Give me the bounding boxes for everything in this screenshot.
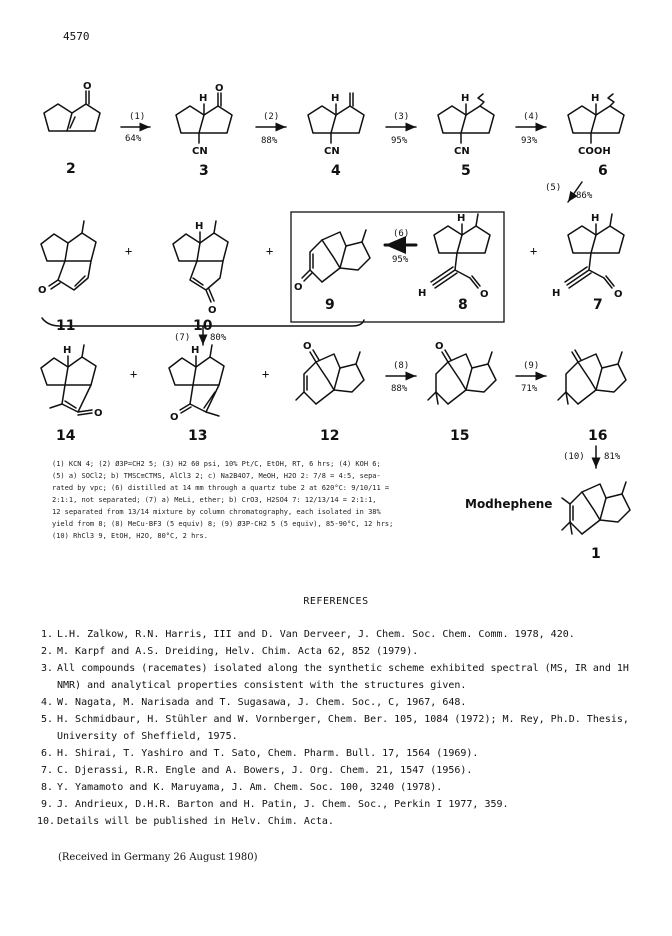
footnote-line: (1) KCN 4; (2) Ø3P=CH2 5; (3) H2 60 psi, 10% Pt/C, EtOH, RT, 6 hrs; (4) KOH 6; [52,460,381,468]
reference-item: 1. L.H. Zalkow, R.N. Harris, III and D. Van Derveer, J. Chem. Soc. Chem. Comm. 1978, 420. [40,629,575,640]
atom-o: O [435,341,444,352]
footnote-line: 12 separated from 13/14 mixture by column chromatography, each isolated in 38% [52,508,381,516]
footnote-line: (5) a) SOCl2; b) TMSC≡CTMS, AlCl3 2; c) Na2B4O7, MeOH, H2O 2: 7/8 = 4:5, sepa- [52,472,381,480]
step-10-yield: 81% [604,452,621,462]
reference-item: 8. Y. Yamamoto and K. Maruyama, J. Am. Chem. Soc. 100, 3240 (1978). [40,782,443,793]
reference-item: 3. All compounds (racemates) isolated along the synthetic scheme exhibited spectral (MS, IR and 1H NMR) and analytical properties consistent with the structures given. [40,663,629,691]
compound-15-structure [428,341,496,404]
compound-label-2: 2 [66,161,76,177]
compound-12-structure [296,341,364,404]
compound-label-1: 1 [591,546,601,562]
atom-o: O [303,341,312,352]
step-3-yield: 95% [391,136,408,146]
step-2-yield: 88% [261,136,278,146]
compound-6-structure [568,93,624,157]
atom-cooh: COOH [578,146,611,157]
step-10-label: (10) [563,452,585,462]
atom-h: H [199,93,208,104]
plus-sign: + [130,367,138,381]
atom-h: H [195,221,204,232]
step-9-label: (9) [523,361,540,371]
reference-item: 9. J. Andrieux, D.H.R. Barton and H. Patin, J. Chem. Soc., Perkin I 1977, 359. [40,799,509,810]
plus-sign: + [262,367,270,381]
step-4-yield: 93% [521,136,538,146]
compound-16-structure [558,350,626,404]
atom-h: H [457,213,466,224]
compound-label-5: 5 [461,163,471,179]
plus-sign: + [125,244,133,258]
atom-o: O [614,289,623,300]
compound-11-structure [38,221,96,296]
compound-10-structure [173,221,228,316]
footnote-line: rated by vpc; (6) distilled at 14 mm through a quartz tube 2 at 620°C: 9/10/11 = [52,484,390,492]
compound-7-structure [552,213,624,300]
compound-label-15: 15 [450,428,470,444]
atom-h: H [591,93,600,104]
reference-item: 2. M. Karpf and A.S. Dreiding, Helv. Chim. Acta 62, 852 (1979). [40,646,419,657]
reference-item: 5. H. Schmidbaur, H. Stühler and W. Vornberger, Chem. Ber. 105, 1084 (1972); M. Rey, Ph.D. Thesis, University of Sheffield, 1975. [40,714,629,742]
compound-5-structure [438,93,494,157]
footnote-line: (10) RhCl3 9, EtOH, H2O, 80°C, 2 hrs. [52,532,208,540]
atom-o: O [170,412,179,423]
footnote-line: yield from 8; (8) MeCu·BF3 (5 equiv) 8; (9) Ø3P-CH2 5 (5 equiv), 85-90°C, 12 hrs; [52,520,394,528]
atom-h: H [461,93,470,104]
compound-label-14: 14 [56,428,76,444]
step-5-yield: 86% [576,191,593,201]
step-2-label: (2) [263,112,280,122]
compound-label-6: 6 [598,163,608,179]
reference-item: 4. W. Nagata, M. Narisada and T. Sugasawa, J. Chem. Soc., C, 1967, 648. [40,697,467,708]
compound-label-16: 16 [588,428,608,444]
reaction-conditions-footnote [52,458,464,542]
reference-item: 7. C. Djerassi, R.R. Engle and A. Bowers, J. Org. Chem. 21, 1547 (1956). [40,765,473,776]
atom-o: O [94,408,103,419]
atom-h: H [63,345,72,356]
compound-label-12: 12 [320,428,340,444]
plus-sign: + [266,244,274,258]
compound-1-structure [562,482,630,534]
compound-label-4: 4 [331,163,341,179]
received-date: (Received in Germany 26 August 1980) [58,852,258,863]
reference-list [37,626,637,830]
compound-label-11: 11 [56,318,76,334]
compound-4-structure [308,93,364,157]
step-1-label: (1) [129,112,146,122]
compound-9-structure [294,230,370,293]
atom-o: O [480,289,489,300]
atom-o: O [38,285,47,296]
compound-14-structure [41,345,103,419]
step-8-label: (8) [393,361,410,371]
step-3-label: (3) [393,112,410,122]
footnote-line: 2:1:1, not separated; (7) a) MeLi, ether; b) CrO3, H2SO4 7: 12/13/14 = 2:1:1, [52,496,377,504]
reference-item: 6. H. Shirai, T. Yashiro and T. Sato, Chem. Pharm. Bull. 17, 1564 (1969). [40,748,479,759]
step-7-label: (7) [174,333,191,343]
compound-13-structure [169,345,224,423]
compound-3-structure [176,83,232,157]
references-heading: REFERENCES [303,596,369,607]
atom-o: O [83,81,92,92]
atom-h: H [552,288,561,299]
step-6-yield: 95% [392,255,409,265]
atom-o: O [294,282,303,293]
step-1-yield: 64% [125,134,142,144]
atom-cn: CN [324,146,340,157]
reference-item: 10. Details will be published in Helv. Chim. Acta. [37,816,334,827]
atom-h: H [191,345,200,356]
step-6-label: (6) [393,229,410,239]
step-4-label: (4) [523,112,540,122]
atom-o: O [215,83,224,94]
compound-label-3: 3 [199,163,209,179]
page-number: 4570 [63,30,90,43]
compound-label-9: 9 [325,297,335,313]
compound-label-10: 10 [193,318,213,334]
compound-label-7: 7 [593,297,603,313]
step-5-label: (5) [545,183,562,193]
atom-cn: CN [192,146,208,157]
atom-h: H [418,288,427,299]
step-8-yield: 88% [391,384,408,394]
atom-cn: CN [454,146,470,157]
atom-h: H [591,213,600,224]
step-7-yield: 80% [210,333,227,343]
compound-8-structure [418,213,490,300]
plus-sign: + [530,244,538,258]
step-9-yield: 71% [521,384,538,394]
compound-label-13: 13 [188,428,208,444]
compound-2-structure [44,81,100,131]
compound-label-8: 8 [458,297,468,313]
atom-o: O [208,305,217,316]
atom-h: H [331,93,340,104]
target-compound-name: Modhephene [465,497,553,511]
